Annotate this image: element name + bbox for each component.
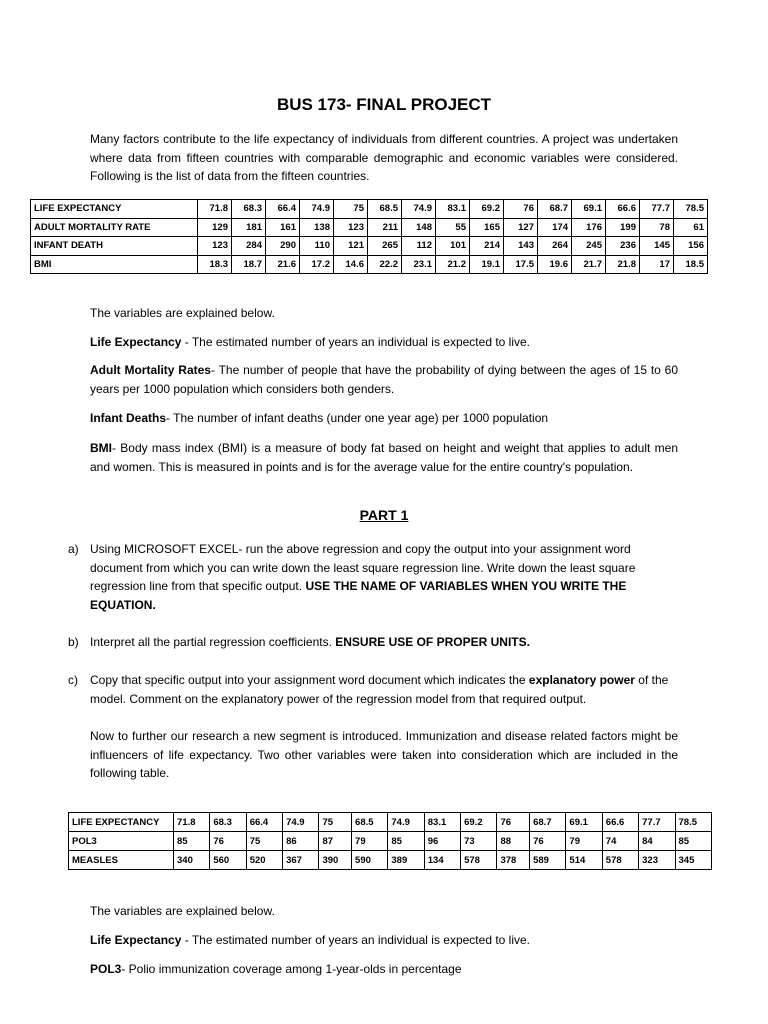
table-cell: 75	[334, 200, 368, 219]
table-cell: 389	[388, 851, 424, 870]
table-cell: 323	[639, 851, 675, 870]
table-cell: 165	[470, 218, 504, 237]
question-b-text	[90, 633, 678, 652]
table-cell: 19.6	[538, 255, 572, 274]
question-c-body-2: of the model. Comment on the explanatory power of the regression model from that required output.	[90, 673, 669, 706]
table-cell: 560	[210, 851, 246, 870]
table-cell: 74.9	[402, 200, 436, 219]
table-cell: 76	[210, 832, 246, 851]
question-c-body-1: Copy that specific output into your assignment word document which indicates the	[90, 673, 529, 687]
question-a	[68, 540, 678, 614]
table-cell: 156	[674, 237, 708, 256]
table-cell: 71.8	[198, 200, 232, 219]
table-cell: 590	[352, 851, 388, 870]
table-row	[69, 851, 712, 870]
table-cell: 68.3	[232, 200, 266, 219]
table-cell: 68.5	[352, 813, 388, 832]
text-infant-deaths: - The number of infant deaths (under one year age) per 1000 population	[166, 411, 549, 425]
row-label: LIFE EXPECTANCY	[31, 200, 198, 219]
table-cell: 14.6	[334, 255, 368, 274]
part-heading: PART 1	[359, 507, 409, 523]
table-row	[69, 813, 712, 832]
table-cell: 18.3	[198, 255, 232, 274]
term-life-expectancy: Life Expectancy	[90, 335, 182, 349]
table-row	[31, 237, 708, 256]
definition-infant-deaths	[90, 409, 678, 428]
table-cell: 129	[198, 218, 232, 237]
table-cell: 66.4	[266, 200, 300, 219]
table-cell: 21.8	[606, 255, 640, 274]
variables-explained-2: The variables are explained below.	[90, 904, 275, 918]
table-cell: 85	[675, 832, 712, 851]
term-infant-deaths: Infant Deaths	[90, 411, 167, 425]
table-row	[31, 200, 708, 219]
question-b-body: Interpret all the partial regression coefficients.	[90, 635, 336, 649]
term-bmi: BMI	[90, 441, 112, 455]
definition-bmi	[90, 439, 678, 476]
table-cell: 378	[497, 851, 530, 870]
table-cell: 77.7	[640, 200, 674, 219]
table-cell: 74.9	[388, 813, 424, 832]
table-cell: 174	[538, 218, 572, 237]
question-a-body: Using MICROSOFT EXCEL- run the above regression and copy the output into your assignment word document from which you can write down the least square regression line. Write down the least square regression line from that specific output.	[90, 542, 636, 593]
table-cell: 290	[266, 237, 300, 256]
table-cell: 83.1	[424, 813, 460, 832]
table-cell: 77.7	[639, 813, 675, 832]
table-cell: 123	[198, 237, 232, 256]
table-cell: 514	[566, 851, 602, 870]
table-cell: 75	[246, 832, 282, 851]
table-cell: 74.9	[283, 813, 319, 832]
table-cell: 19.1	[470, 255, 504, 274]
table-cell: 66.6	[606, 200, 640, 219]
text-bmi: - Body mass index (BMI) is a measure of body fat based on height and weight that applies to adult men and women. This is measured in points and is for the average value for the entire country's population.	[90, 441, 678, 474]
table-cell: 55	[436, 218, 470, 237]
table-cell: 78	[640, 218, 674, 237]
table-cell: 340	[174, 851, 210, 870]
table-cell: 18.7	[232, 255, 266, 274]
table-cell: 69.1	[572, 200, 606, 219]
table-cell: 578	[461, 851, 497, 870]
table-cell: 79	[352, 832, 388, 851]
table-cell: 367	[283, 851, 319, 870]
table-cell: 96	[424, 832, 460, 851]
table-cell: 21.6	[266, 255, 300, 274]
text-pol3: - Polio immunization coverage among 1-year-olds in percentage	[121, 962, 462, 976]
question-b-marker: b)	[68, 635, 79, 649]
text-life-expectancy: - The estimated number of years an individual is expected to live.	[181, 335, 531, 349]
table-cell: 236	[606, 237, 640, 256]
table-cell: 101	[436, 237, 470, 256]
table-cell: 61	[674, 218, 708, 237]
definition-life-expectancy	[90, 333, 678, 352]
table-cell: 21.2	[436, 255, 470, 274]
table-cell: 69.2	[470, 200, 504, 219]
question-c-text	[90, 671, 678, 708]
table-cell: 85	[174, 832, 210, 851]
further-research-paragraph: Now to further our research a new segment is introduced. Immunization and disease related factors might be influencers of life expectancy. Two other variables were taken into consideration which are included in the following table.	[90, 729, 678, 780]
table-cell: 390	[319, 851, 352, 870]
table-cell: 66.4	[246, 813, 282, 832]
table-cell: 71.8	[174, 813, 210, 832]
data-table-2	[68, 812, 712, 870]
table-cell: 68.3	[210, 813, 246, 832]
table-row	[31, 255, 708, 274]
question-a-marker: a)	[68, 542, 79, 556]
table-cell: 134	[424, 851, 460, 870]
definition-pol3	[90, 960, 678, 979]
question-a-text	[90, 540, 678, 614]
table-cell: 176	[572, 218, 606, 237]
row-label: POL3	[69, 832, 174, 851]
table-cell: 121	[334, 237, 368, 256]
table-cell: 74.9	[300, 200, 334, 219]
question-b	[68, 633, 678, 652]
table-cell: 138	[300, 218, 334, 237]
table-cell: 161	[266, 218, 300, 237]
definition-life-expectancy-2	[90, 931, 678, 950]
table-cell: 148	[402, 218, 436, 237]
table-cell: 245	[572, 237, 606, 256]
row-label: LIFE EXPECTANCY	[69, 813, 174, 832]
term-adult-mortality: Adult Mortality Rates	[90, 363, 211, 377]
table-cell: 264	[538, 237, 572, 256]
table-cell: 211	[368, 218, 402, 237]
variables-explained-1: The variables are explained below.	[90, 306, 275, 320]
term-life-expectancy-2: Life Expectancy	[90, 933, 182, 947]
table-cell: 68.5	[368, 200, 402, 219]
text-life-expectancy-2: - The estimated number of years an individual is expected to live.	[181, 933, 531, 947]
table-cell: 21.7	[572, 255, 606, 274]
table-cell: 74	[602, 832, 638, 851]
table-cell: 578	[602, 851, 638, 870]
question-a-emphasis: USE THE NAME OF VARIABLES WHEN YOU WRITE THE EQUATION.	[90, 579, 627, 612]
table-cell: 181	[232, 218, 266, 237]
table-cell: 68.7	[530, 813, 566, 832]
table-row	[69, 832, 712, 851]
row-label: BMI	[31, 255, 198, 274]
table-cell: 284	[232, 237, 266, 256]
table-cell: 76	[504, 200, 538, 219]
table-cell: 69.2	[461, 813, 497, 832]
text-adult-mortality: - The number of people that have the probability of dying between the ages of 15 to 60 years per 1000 population which considers both genders.	[90, 363, 678, 396]
question-c-emphasis: explanatory power	[528, 673, 635, 687]
table-cell: 87	[319, 832, 352, 851]
table-row	[31, 218, 708, 237]
table-cell: 84	[639, 832, 675, 851]
table-cell: 145	[640, 237, 674, 256]
table-cell: 110	[300, 237, 334, 256]
table-cell: 265	[368, 237, 402, 256]
table-cell: 112	[402, 237, 436, 256]
table-cell: 18.5	[674, 255, 708, 274]
table-cell: 78.5	[674, 200, 708, 219]
row-label: ADULT MORTALITY RATE	[31, 218, 198, 237]
table-cell: 88	[497, 832, 530, 851]
table-cell: 86	[283, 832, 319, 851]
table-cell: 17.2	[300, 255, 334, 274]
table-cell: 589	[530, 851, 566, 870]
table-cell: 68.7	[538, 200, 572, 219]
data-table-1	[30, 199, 708, 274]
table-cell: 214	[470, 237, 504, 256]
table-cell: 22.2	[368, 255, 402, 274]
table-cell: 520	[246, 851, 282, 870]
question-c-marker: c)	[68, 673, 78, 687]
table-cell: 69.1	[566, 813, 602, 832]
table-cell: 78.5	[675, 813, 712, 832]
table-cell: 23.1	[402, 255, 436, 274]
table-cell: 143	[504, 237, 538, 256]
row-label: INFANT DEATH	[31, 237, 198, 256]
page-title: BUS 173- FINAL PROJECT	[276, 95, 492, 114]
row-label: MEASLES	[69, 851, 174, 870]
table-cell: 76	[497, 813, 530, 832]
table-cell: 79	[566, 832, 602, 851]
table-cell: 73	[461, 832, 497, 851]
table-cell: 345	[675, 851, 712, 870]
question-b-emphasis: ENSURE USE OF PROPER UNITS.	[335, 635, 530, 649]
term-pol3: POL3	[90, 962, 122, 976]
table-cell: 17	[640, 255, 674, 274]
table-cell: 66.6	[602, 813, 638, 832]
table-cell: 76	[530, 832, 566, 851]
intro-paragraph: Many factors contribute to the life expectancy of individuals from different countries. A project was undertaken where data from fifteen countries with comparable demographic and economic variables were considered. Following is the list of data from the fifteen countries.	[90, 132, 678, 183]
table-cell: 199	[606, 218, 640, 237]
table-cell: 17.5	[504, 255, 538, 274]
table-cell: 83.1	[436, 200, 470, 219]
table-cell: 123	[334, 218, 368, 237]
table-cell: 85	[388, 832, 424, 851]
question-c	[68, 671, 678, 708]
table-cell: 127	[504, 218, 538, 237]
definition-adult-mortality	[90, 361, 678, 398]
table-cell: 75	[319, 813, 352, 832]
